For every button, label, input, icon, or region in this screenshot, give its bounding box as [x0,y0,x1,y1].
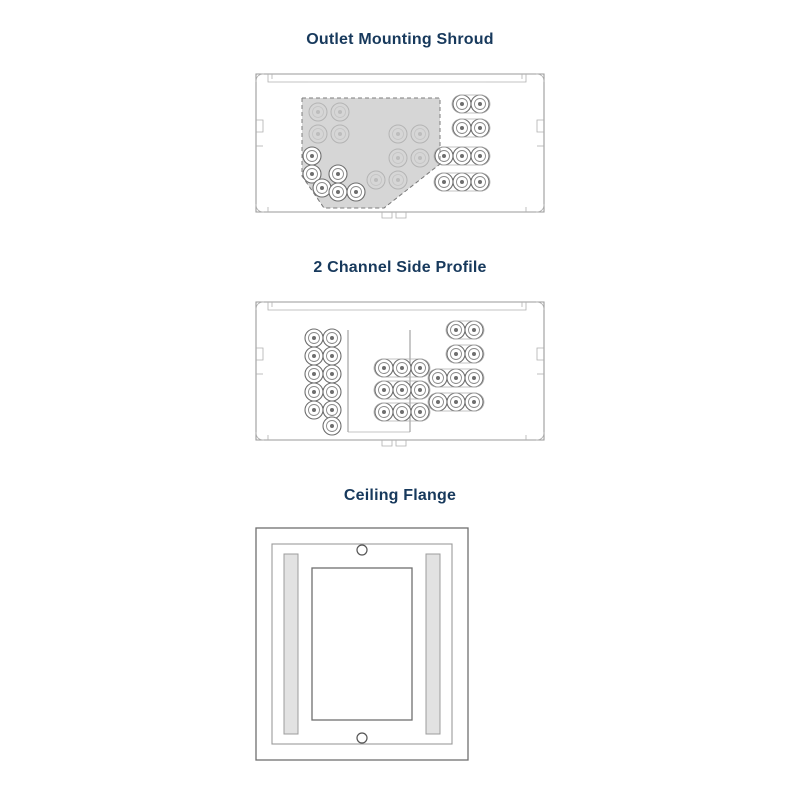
connector [435,147,453,165]
connector [393,359,411,377]
figure-two-channel-side-profile [0,288,800,463]
connector [305,347,323,365]
connector [323,417,341,435]
bottom-foot-right [396,212,406,218]
connector [447,345,465,363]
flange-inner-frame [272,544,452,744]
connector [375,359,393,377]
figure-ceiling-flange [0,516,800,766]
svg-outlet-mounting-shroud [250,60,550,235]
panel-ceiling-flange [0,486,800,766]
connector [465,321,483,339]
connector [393,403,411,421]
connector [453,173,471,191]
connector [323,401,341,419]
flange-center-opening [312,568,412,720]
connector [465,393,483,411]
connector [323,383,341,401]
connector [375,381,393,399]
connector [323,347,341,365]
panel-outlet-mounting-shroud [0,30,800,235]
connector-group-middle [374,359,430,421]
mounting-hole-top [357,545,367,555]
figure-outlet-mounting-shroud [0,60,800,235]
connector [411,359,429,377]
connector [435,173,453,191]
connector [471,119,489,137]
connector [313,179,331,197]
panel-two-channel-side-profile [0,258,800,463]
flange-gasket-bar-right [426,554,440,734]
connector [323,365,341,383]
connector [305,329,323,347]
panel-title-ceiling-flange: Ceiling Flange [343,487,457,504]
connector [447,369,465,387]
connector [305,365,323,383]
bottom-foot-right [396,440,406,446]
connector [303,147,321,165]
connector [447,393,465,411]
connector [471,95,489,113]
svg-two-channel-side-profile [250,288,550,463]
connector [305,401,323,419]
connector [393,381,411,399]
connector [429,369,447,387]
connector [453,147,471,165]
bottom-foot-left [382,212,392,218]
connector [329,183,347,201]
connector [347,183,365,201]
flange-gasket-bar-left [284,554,298,734]
connector [375,403,393,421]
connector [471,147,489,165]
mounting-hole-bottom [357,733,367,743]
connector [453,119,471,137]
connector [447,321,465,339]
panel-title-outlet-mounting-shroud: Outlet Mounting Shroud [306,31,494,48]
panel-title-two-channel-side-profile: 2 Channel Side Profile [313,259,487,276]
connector [429,393,447,411]
connector [323,329,341,347]
connector [411,403,429,421]
connector [411,381,429,399]
connector [471,173,489,191]
connector [453,95,471,113]
bottom-foot-left [382,440,392,446]
connector [305,383,323,401]
connector [465,369,483,387]
connector [329,165,347,183]
svg-ceiling-flange [250,516,550,766]
connector [465,345,483,363]
